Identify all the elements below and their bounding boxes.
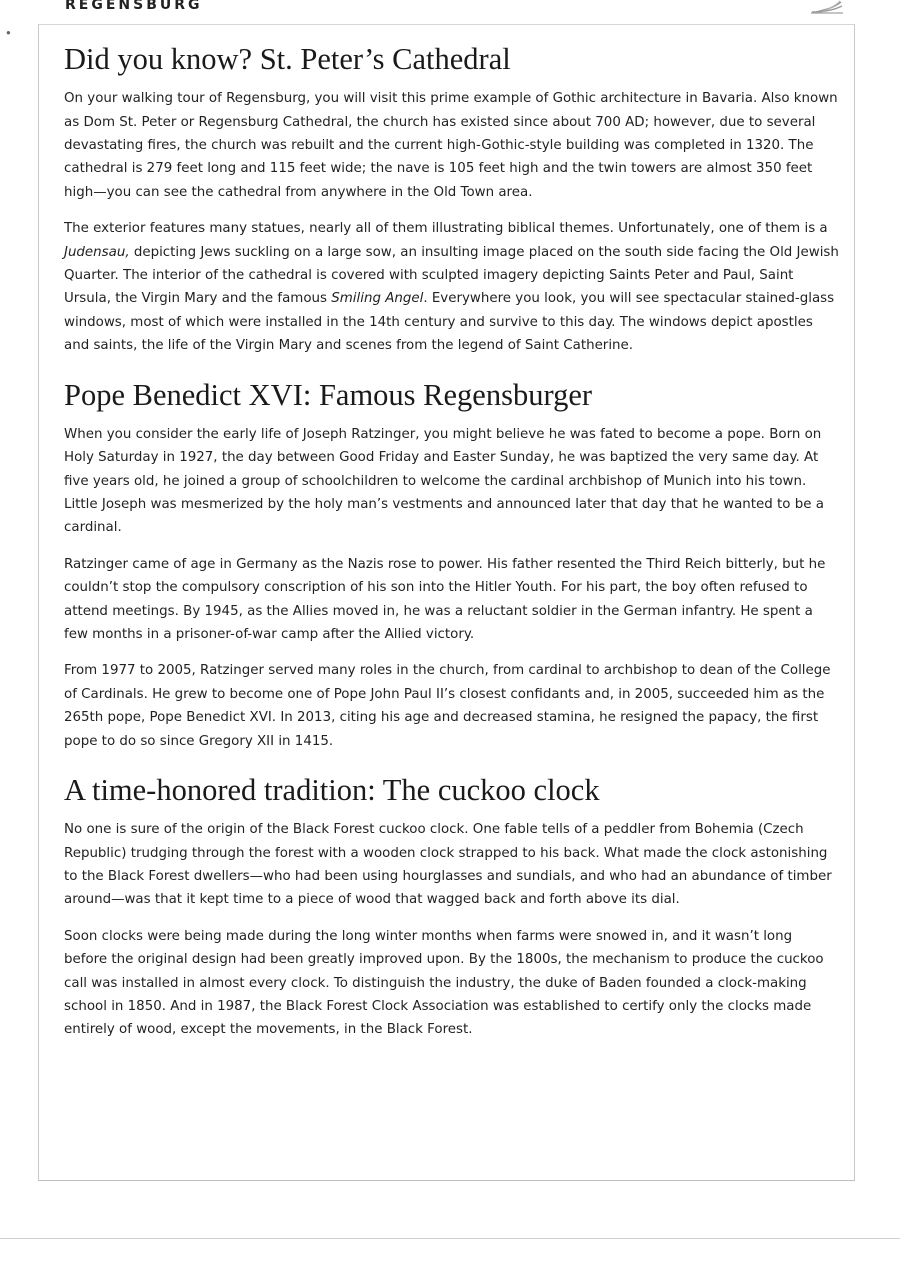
section-st-peters-cathedral xyxy=(64,40,839,358)
margin-dot: ● xyxy=(6,28,11,37)
section-cuckoo-clock xyxy=(64,771,839,1042)
section-heading: A time-honored tradition: The cuckoo clock xyxy=(64,773,600,807)
section-pope-benedict xyxy=(64,376,839,753)
italic-term: Judensau, xyxy=(64,244,130,260)
publisher-logo-icon xyxy=(810,0,844,14)
paragraph: The exterior features many statues, nearly all of them illustrating biblical themes. Unfortunately, one of them is a Judensau, depicting Jews suckling on a large sow, an insulting image placed on the south side facing the Old Jewish Quarter. The interior of the cathedral is covered with sculpted imagery depicting Saints Peter and Paul, Saint Ursula, the Virgin Mary and the famous Smiling Angel. Everywhere you look, you will see spectacular stained-glass windows, most of which were installed in the 14th century and survive to this day. The windows depict apostles and saints, the life of the Virgin Mary and scenes from the legend of Saint Catherine. xyxy=(64,221,839,354)
section-heading: Did you know? St. Peter’s Cathedral xyxy=(64,42,511,76)
section-heading: Pope Benedict XVI: Famous Regensburger xyxy=(64,377,593,412)
paragraph: Ratzinger came of age in Germany as the Nazis rose to power. His father resented the Third Reich bitterly, but he couldn’t stop the compulsory conscription of his son into the Hitler Youth. For his part, the boy often refused to attend meetings. By 1945, as the Allies moved in, he was a reluctant soldier in the German infantry. He spent a few months in a prisoner-of-war camp after the Allied victory. xyxy=(64,556,826,642)
paragraph: Soon clocks were being made during the long winter months when farms were snowed in, and it wasn’t long before the original design had been greatly improved upon. By the 1800s, the mechanism to produce the cuckoo call was installed in almost every clock. To distinguish the industry, the duke of Baden founded a clock-making school in 1850. And in 1987, the Black Forest Clock Association was established to certify only the clocks made entirely of wood, except the movements, in the Black Forest. xyxy=(64,928,824,1038)
paragraph: When you consider the early life of Joseph Ratzinger, you might believe he was fated to become a pope. Born on Holy Saturday in 1927, the day between Good Friday and Easter Sunday, he was baptized the very same day. At five years old, he joined a group of schoolchildren to welcome the cardinal archbishop of Munich into his town. Little Joseph was mesmerized by the holy man’s vestments and announced later that day that he wanted to be a cardinal. xyxy=(64,426,824,536)
paragraph: On your walking tour of Regensburg, you will visit this prime example of Gothic architecture in Bavaria. Also known as Dom St. Peter or Regensburg Cathedral, the church has existed since about 700 AD; however, due to several devastating fires, the church was rebuilt and the current high-Gothic-style building was completed in 1320. The cathedral is 279 feet long and 115 feet wide; the nave is 105 feet high and the twin towers are almost 350 feet high—you can see the cathedral from anywhere in the Old Town area. xyxy=(64,91,838,200)
paragraph: From 1977 to 2005, Ratzinger served many roles in the church, from cardinal to archbishop to dean of the College of Cardinals. He grew to become one of Pope John Paul II’s closest confidants and, in 2005, succeeded him as the 265th pope, Pope Benedict XVI. In 2013, citing his age and decreased stamina, he resigned the papacy, the first pope to do so since Gregory XII in 1415. xyxy=(64,663,831,749)
running-header: REGENSBURG xyxy=(65,0,203,13)
paragraph: No one is sure of the origin of the Black Forest cuckoo clock. One fable tells of a peddler from Bohemia (Czech Republic) trudging through the forest with a wooden clock strapped to his back. What made the clock astonishing to the Black Forest dwellers—who had been using hourglasses and sundials, and who had an abundance of timber around—was that it kept time to a piece of wood that wagged back and forth above its dial. xyxy=(64,822,832,908)
article-body xyxy=(64,40,839,1060)
page-edge-line xyxy=(0,1238,900,1239)
italic-term: Smiling Angel xyxy=(331,291,424,307)
